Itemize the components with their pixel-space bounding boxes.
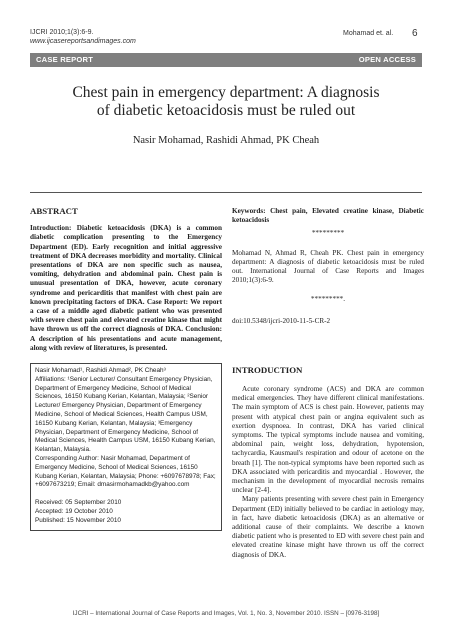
title-line-2: of diabetic ketoacidosis must be ruled out bbox=[96, 102, 356, 119]
how-to-cite: Mohamad N, Ahmad R, Cheah PK. Chest pain in emergency department: A diagnosis of diabetic ketoacidosis must be ruled out. International Journal of Case Reports and Images 2010;1(3):6-9. bbox=[232, 248, 424, 285]
case-report-label: CASE REPORT bbox=[36, 55, 94, 64]
author-list: Nasir Mohamad, Rashidi Ahmad, PK Cheah bbox=[132, 135, 320, 146]
keywords: Keywords: Chest pain, Elevated creatine kinase, Diabetic ketoacidosis bbox=[232, 207, 424, 225]
accepted-date: Accepted: 19 October 2010 bbox=[35, 508, 113, 515]
intro-paragraph-2: Many patients presenting with severe chest pain in Emergency Department (ED) initially believed to be cardiac in aetiology may, in fact, have diabetic ketoacidosis (DKA) as an alternative or additional cause of their complaints. We describe a known diabetic patient who is presented to ED with severe chest pain and elevated creatine kinase might have thrown us off the correct diagnosis of DKA. bbox=[232, 495, 424, 559]
introduction-heading: INTRODUCTION bbox=[232, 364, 303, 375]
journal-url[interactable]: www.ijcasereportsandimages.com bbox=[30, 38, 136, 45]
affiliations-box bbox=[30, 363, 222, 531]
header-divider bbox=[30, 192, 422, 193]
published-date: Published: 15 November 2010 bbox=[35, 516, 121, 524]
title-line-1: Chest pain in emergency department: A diagnosis bbox=[72, 84, 380, 101]
affiliation-authors: Nasir Mohamad¹, Rashidi Ahmad², PK Cheah³ bbox=[35, 367, 166, 375]
corresponding-author: Corresponding Author: Nasir Mohamad, Department of Emergency Medicine, School of Medical Sciences, 16150 Kubang Kerian, Kelantan, Malaysia; Phone: +6097678978; Fax; +6097673219; Email: dmasirmohamadkb@yahoo.com bbox=[35, 455, 216, 489]
open-access-label: OPEN ACCESS bbox=[358, 55, 416, 64]
right-column bbox=[232, 207, 424, 560]
abstract-heading: ABSTRACT bbox=[30, 206, 78, 216]
page-number: 6 bbox=[412, 28, 418, 39]
journal-citation-line: IJCRI 2010;1(3):6-9. bbox=[30, 29, 94, 36]
separator-stars-2: *********. bbox=[310, 295, 346, 304]
abstract-text: Introduction: Diabetic ketoacidosis (DKA) is a common diabetic complication presenting to the Emergency Department (ED). Early recognition and initial aggressive treatment of DKA decreases morbidity and mortality. Clinical presentations of DKA are non specific such as nausea, vomiting, dehydration and abdominal pain. Chest pain is unusual presentation of DKA, however, acute coronary syndrome and pericarditis that manifest with chest pain are known precipitating factors of DKA. Case Report: We report a case of a middle aged diabetic patient who was presented with severe chest pain and elevated creatine kinase that might have thrown us off the correct diagnosis of DKA. Conclusion: A description of his presentations and acute management, along with review of literatures, is presented. bbox=[30, 224, 222, 352]
left-column bbox=[30, 207, 222, 531]
page-footer: IJCRI – International Journal of Case Reports and Images, Vol. 1, No. 3, November 2010. ISSN – [0976-3198] bbox=[72, 610, 380, 617]
received-date: Received: 05 September 2010 bbox=[35, 499, 122, 507]
intro-paragraph-1: Acute coronary syndrome (ACS) and DKA are common medical emergencies. They have different clinical manifestations. The main symptom of ACS is chest pain. However, patients may present with atypical chest pain or angina equivalent such as exertion dyspnoea. In contrast, DKA has varied clinical symptoms. The typical symptoms include nausea and vomiting, abdominal pain, weight loss, dehydration, hypotension, tachycardia, Kausmaul's respiration and odour of acetone on the breath [1]. The non-typical symptoms have been reported such as DKA associated with pericarditis and myocardial . However, the mechanism in the development of myocardial necrosis remains unclear [2-4]. bbox=[232, 385, 424, 495]
affiliation-text: Affiliations: ¹Senior Lecturer/ Consultant Emergency Physician, Department of Emergency Medicine, School of Medical Sciences, 16150 Kubang Kerian, Kelantan, Malaysia; ²Senior Lecturer/ Emergency Physician, Department of Emergency Medicine, School of Medical Sciences, Health Campus USM, 16150 Kubang Kerian, Kelantan, Malaysia; ³Emergency Physician, Department of Emergency Medicine, School of Medical Sciences, Health Campus USM, 16150 Kubang Kerian, Kelantan, Malaysia. bbox=[35, 375, 216, 454]
running-author: Mohamad et. al. bbox=[343, 30, 394, 37]
separator-stars: ********* bbox=[311, 229, 345, 238]
doi[interactable]: doi:10.5348/ijcri-2010-11-5-CR-2 bbox=[232, 316, 331, 325]
article-title bbox=[30, 84, 422, 120]
article-type-band bbox=[30, 53, 422, 67]
journal-header bbox=[30, 28, 136, 46]
